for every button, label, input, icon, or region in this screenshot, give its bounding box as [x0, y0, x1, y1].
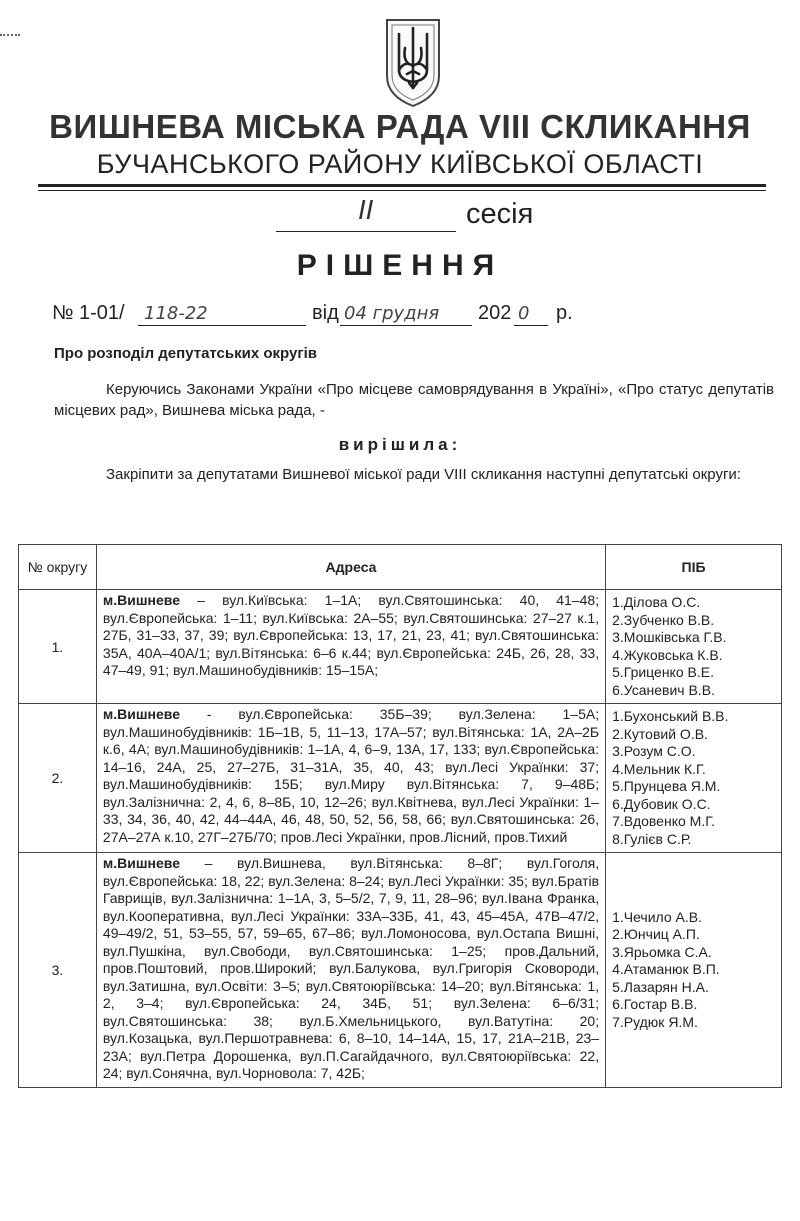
- deputy-name: 1.Бухонський В.В.: [612, 708, 729, 724]
- deputy-list: [606, 704, 782, 853]
- decision-number-line: [52, 300, 752, 334]
- decision-number-prefix: № 1-01/: [52, 302, 125, 324]
- city-name: м.Вишневе: [102, 855, 180, 871]
- deputy-name: 4.Мельник К.Г.: [612, 760, 706, 777]
- deputy-name: 1.Чечило А.В.: [612, 908, 702, 925]
- decision-number-value: 118-22: [144, 303, 208, 324]
- deputy-list: [606, 853, 782, 1088]
- header-divider: [38, 184, 766, 187]
- deputy-name: 3.Розум С.О.: [612, 743, 696, 759]
- deputy-name: 6.Усаневич В.В.: [612, 681, 715, 698]
- decision-date-underline: [340, 325, 472, 326]
- district-number: 3.: [19, 853, 97, 1088]
- city-name: м.Вишневе: [102, 592, 180, 608]
- year-underline: [514, 325, 548, 326]
- deputy-name: 8.Гулієв С.Р.: [612, 830, 692, 847]
- header-divider-thin: [38, 190, 766, 191]
- district-address: [96, 704, 605, 853]
- deputy-name: 5.Гриценко В.Е.: [612, 664, 714, 680]
- table-row: [19, 704, 782, 853]
- year-suffix: р.: [556, 302, 573, 324]
- year-prefix: 202: [478, 302, 512, 324]
- deputy-name: 6.Дубовик О.С.: [612, 795, 711, 812]
- city-name: м.Вишневе: [102, 706, 180, 722]
- header-name: ПІБ: [606, 545, 782, 590]
- year-value: 0: [518, 303, 530, 324]
- ukraine-trident-icon: [383, 14, 443, 109]
- decision-subject: Про розподіл депутатських округів: [54, 345, 317, 362]
- deputy-name: 4.Атаманюк В.П.: [612, 961, 720, 977]
- deputy-name: 5.Прунцева Я.М.: [612, 778, 721, 794]
- district-number: 2.: [19, 704, 97, 853]
- date-prefix: від: [312, 302, 339, 324]
- council-subtitle: БУЧАНСЬКОГО РАЙОНУ КИЇВСЬКОЇ ОБЛАСТІ: [96, 149, 704, 179]
- districts-table: [18, 544, 782, 1088]
- deputy-name: 2.Юнчиц А.П.: [612, 926, 700, 942]
- deputy-name: 6.Гостар В.В.: [612, 996, 698, 1012]
- session-number: II: [358, 196, 374, 226]
- district-number: 1.: [19, 590, 97, 704]
- deputy-name: 4.Жуковська К.В.: [612, 646, 723, 663]
- decision-title: РІШЕННЯ: [296, 249, 504, 282]
- table-row: [19, 590, 782, 704]
- assignment-paragraph: Закріпити за депутатами Вишневої міської ради VIII скликання наступні депутатські округи:: [106, 466, 741, 483]
- address-text: – вул.Київська: 1–1А; вул.Святошинська: 40, 41–48; вул.Європейська: 1–11; вул.Київська: 2А–55; вул.Святошинська: 27–27 к.1, 27Б, 31–33, 37, 39; вул.Європейська: 13, 17, 21, 23, 41; вул.Святошинська: 35А, 40А–40А/1; вул.Вітянська: 6–6 к.44; вул.Європейська: 24Б, 26, 28, 33, 47–49, 91; вул.Машинобудівників: 15–15А;: [102, 592, 600, 678]
- deputy-name: 2.Зубченко В.В.: [612, 611, 715, 628]
- council-title: ВИШНЕВА МІСЬКА РАДА VIII СКЛИКАННЯ: [49, 108, 751, 145]
- table-row: [19, 853, 782, 1088]
- decision-number-underline: [138, 325, 306, 326]
- header-district-number: № округу: [19, 545, 97, 590]
- session-label: сесія: [466, 198, 534, 230]
- address-text: – вул.Вишнева, вул.Вітянська: 8–8Г; вул.Гоголя, вул.Європейська: 18, 22; вул.Зелена: 8–24; вул.Лесі Українки: 35; вул.Братів Гаврищів, вул.Залізнична: 1–1А, 3, 5–5/2, 7, 9, 11, 28–96; вул.Івана Франка, вул.Кооперативна, вул.Лесі Українки: 33А–33Б, 41, 43, 45–45А, 47В–47/2, 49–49/2, 51, 53–55, 57, 59–65, 67–86; вул.Ломоносова, вул.Остапа Вишні, вул.Пушкіна, вул.Свободи, вул.Святошинська: 1–25; пров.Дальний, пров.Поштовий, пров.Широкий; вул.Балукова, вул.Григорія Сковороди, вул.Затишна, вул.Освіти: 3–5; вул.Святоюріївська: 14–20; вул.Вітянська: 1, 2, 3–4; вул.Європейська: 24, 34Б, 51; вул.Зелена: 6–6/31; вул.Святошинська: 38; вул.Б.Хмельницького, вул.Ватутіна: 20; вул.Козацька, вул.Першотравнева: 6, 8–10, 14–14А, 15, 17, 21А–21В, 23–23А; вул.Петра Дорошенка, вул.П.Сагайдачного, вул.Святоюріївська: 22, 24; вул.Сонячна, вул.Чорновола: 7, 42Б;: [102, 855, 600, 1081]
- district-address: [96, 590, 605, 704]
- table-header-row: [19, 545, 782, 590]
- session-underline: [276, 231, 456, 232]
- deputy-name: 3.Мошківська Г.В.: [612, 629, 727, 645]
- deputy-name: 1.Ділова О.С.: [612, 594, 701, 610]
- deputy-list: [606, 590, 782, 704]
- deputy-name: 3.Ярьомка С.А.: [612, 943, 712, 960]
- preamble-paragraph: Керуючись Законами України «Про місцеве самоврядування в Україні», «Про статус депутатів місцевих рад», Вишнева міська рада, -: [54, 381, 774, 419]
- deputy-name: 7.Рудюк Я.М.: [612, 1013, 698, 1030]
- address-text: - вул.Європейська: 35Б–39; вул.Зелена: 1–5А; вул.Машинобудівників: 1Б–1В, 5, 11–13, 17А–57; вул.Вітянська: 1А, 2А–2Б к.6, 4А; вул.Машинобудівників: 1–1А, 4, 6–9, 13А, 17, 133; вул.Європейська: 14–16, 24А, 25, 27–27Б, 31–31А, 35, 40, 43; вул.Лесі Українки: 37; вул.Машинобудівників: 15Б; вул.Миру вул.Вітянська: 7, 9–48Б; вул.Залізнична: 2, 4, 6, 8–8Б, 10, 12–26; вул.Квітнева, вул.Лесі Українки: 1–33, 34, 36, 40, 42, 44–44А, 46, 48, 50, 52, 56, 58, 66; вул.Святошинська: 26, 27А–27А к.10, 27Г–27Б/70; пров.Лесі Українки, пров.Лісний, пров.Тихий: [102, 706, 600, 845]
- scan-edge-mark: [0, 34, 20, 36]
- resolved-heading: вирішила:: [338, 435, 462, 454]
- decision-date-value: 04 грудня: [344, 303, 440, 324]
- deputy-name: 5.Лазарян Н.А.: [612, 978, 709, 995]
- deputy-name: 2.Кутовий О.В.: [612, 725, 708, 742]
- district-address: [96, 853, 605, 1088]
- header-address: Адреса: [96, 545, 605, 590]
- deputy-name: 7.Вдовенко М.Г.: [612, 813, 715, 829]
